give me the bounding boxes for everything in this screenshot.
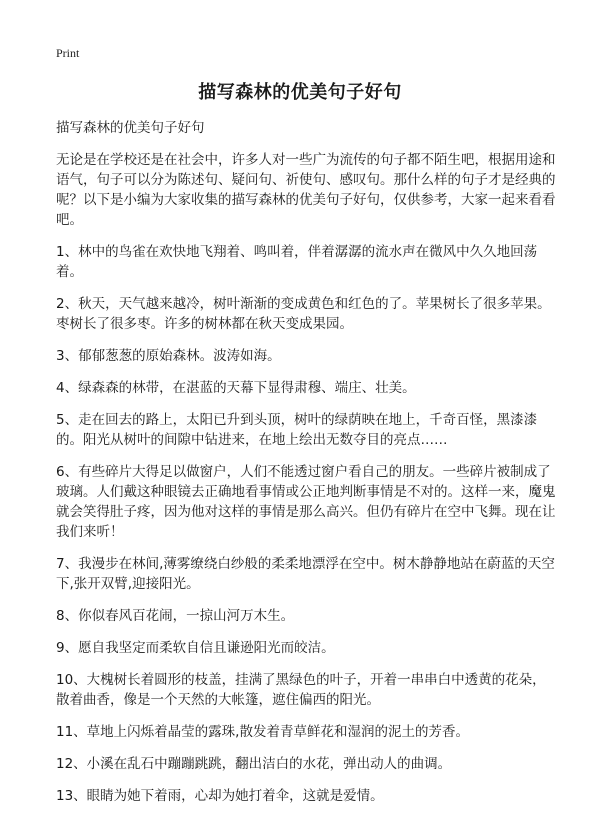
article-body <box>56 118 556 818</box>
sentence-item-11: 11、草地上闪烁着晶莹的露珠,散发着青草鲜花和湿润的泥土的芳香。 <box>56 724 469 740</box>
sentence-item-9: 9、愿自我坚定而柔软自信且谦逊阳光而皎洁。 <box>56 640 335 656</box>
sentence-item-7: 7、我漫步在林间,薄雾缭绕白纱般的柔柔地漂浮在空中。树木静静地站在蔚蓝的天空下,张开双臂,迎接阳光。 <box>56 556 555 592</box>
sentence-item-4: 4、绿森森的林带，在湛蓝的天幕下显得肃穆、端庄、壮美。 <box>56 380 416 396</box>
sentence-item-2: 2、秋天，天气越来越冷，树叶渐渐的变成黄色和红色的了。苹果树长了很多苹果。枣树长了很多枣。许多的树林都在秋天变成果园。 <box>56 296 551 332</box>
sentence-item-5: 5、走在回去的路上，太阳已升到头顶，树叶的绿荫映在地上，千奇百怪，黑漆漆的。阳光从树叶的间隙中钻进来，在地上绘出无数夺目的亮点…… <box>56 412 538 448</box>
page-title: 描写森林的优美句子好句 <box>198 82 402 103</box>
sentence-item-3: 3、郁郁葱葱的原始森林。波涛如海。 <box>56 348 281 364</box>
article-subtitle: 描写森林的优美句子好句 <box>56 120 205 136</box>
sentence-item-1: 1、林中的鸟雀在欢快地飞翔着、鸣叫着，伴着潺潺的流水声在微风中久久地回荡着。 <box>56 244 538 280</box>
print-link[interactable]: Print <box>56 46 80 60</box>
sentence-item-10: 10、大槐树长着圆形的枝盖，挂满了黑绿色的叶子，开着一串串白中透黄的花朵，散着曲香，像是一个天然的大帐篷，遮住偏西的阳光。 <box>56 672 546 708</box>
sentence-item-6: 6、有些碎片大得足以做窗户，人们不能透过窗户看自己的朋友。一些碎片被制成了玻璃。人们戴这种眼镜去正确地看事情或公正地判断事情是不对的。这样一来，魔鬼就会笑得肚子疼，因为他对这样的事情是那么高兴。但仍有碎片在空中飞舞。现在让我们来听！ <box>56 464 556 540</box>
sentence-item-12: 12、小溪在乱石中蹦蹦跳跳，翻出洁白的水花，弹出动人的曲调。 <box>56 756 452 772</box>
sentence-item-13: 13、眼睛为她下着雨，心却为她打着伞，这就是爱情。 <box>56 788 384 804</box>
sentence-item-8: 8、你似春风百花闹，一掠山河万木生。 <box>56 608 295 624</box>
intro-paragraph: 无论是在学校还是在社会中，许多人对一些广为流传的句子都不陌生吧，根据用途和语气，句子可以分为陈述句、疑问句、祈使句、感叹句。那什么样的句子才是经典的呢？以下是小编为大家收集的描写森林的优美句子好句，仅供参考，大家一起来看看吧。 <box>56 152 556 228</box>
